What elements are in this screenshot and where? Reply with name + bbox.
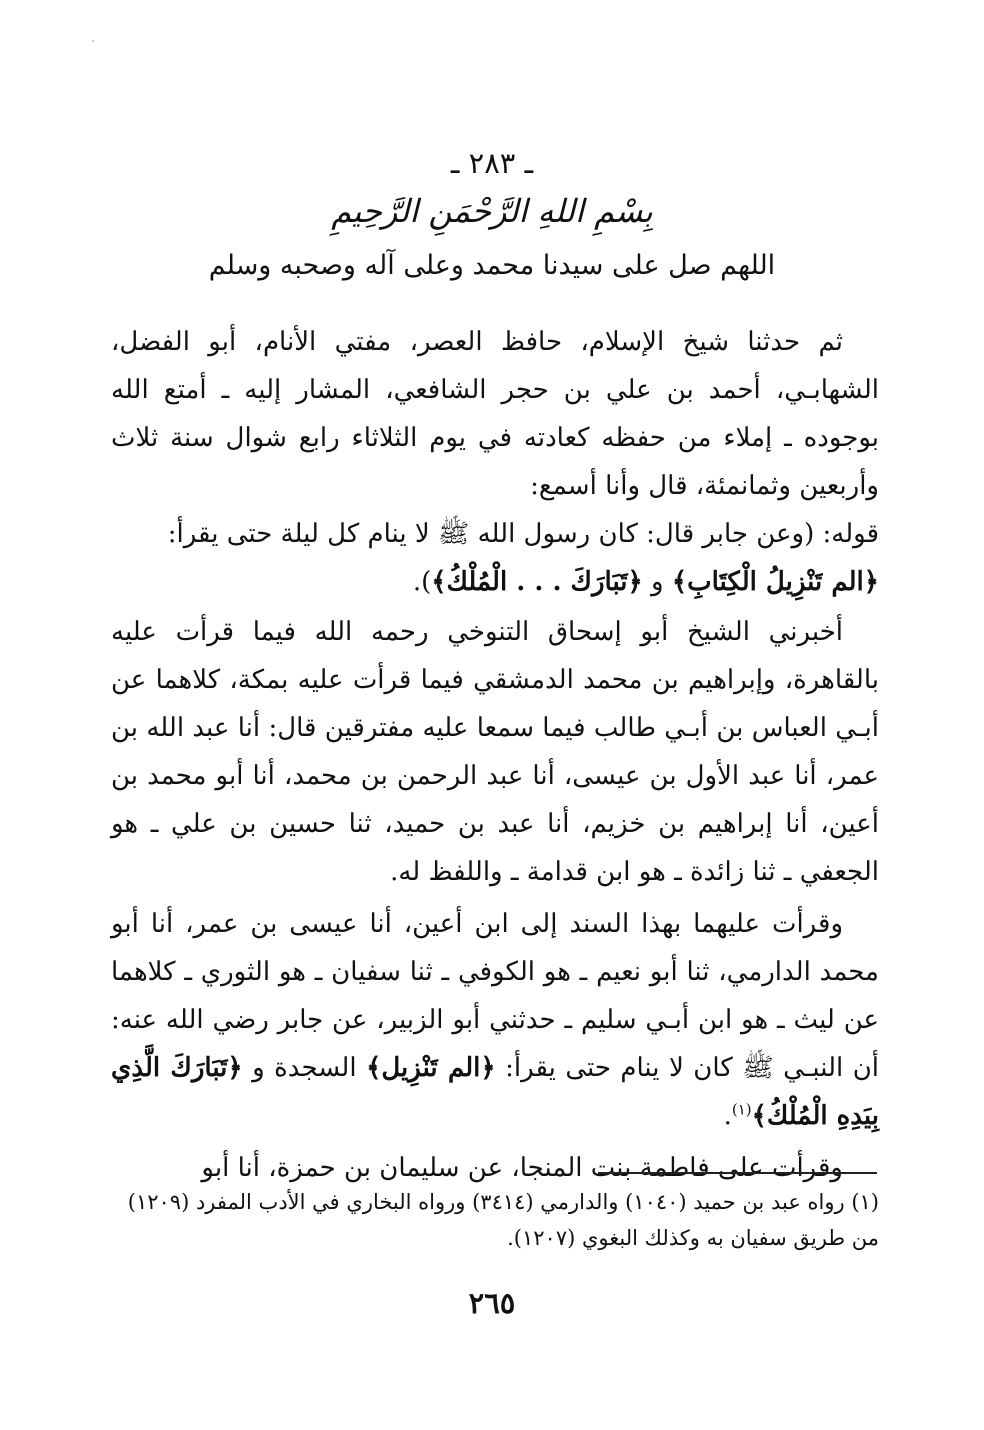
footnote: [111, 1184, 879, 1256]
conjunction-2: السجدة و: [242, 1053, 367, 1083]
hadith-close: ).: [412, 567, 432, 597]
paragraph-hadith-quote: [111, 510, 879, 606]
running-page-number: ـ ٢٨٣ ـ: [450, 146, 534, 180]
quran-quote-2: ﴿تَبَارَكَ . . . الْمُلْكُ﴾: [431, 567, 643, 597]
paragraph-isnad-2: [111, 900, 879, 1140]
footnote-marker: (١): [731, 1100, 752, 1119]
hadith-lead: قوله: (وعن جابر قال: كان رسول الله ﷺ لا ينام كل ليلة حتى يقرأ:: [167, 519, 879, 549]
isnad-2-text: وقرأت عليهما بهذا السند إلى ابن أعين، أنا عيسى بن عمر، أنا أبو محمد الدارمي، ثنا أبو نعيم ـ هو الكوفي ـ ثنا سفيان ـ هو الثوري ـ كلاهما عن ليث ـ هو ابن أبـي سليم ـ حدثني أبو الزبير، عن جابر رضي الله عنه: أن النبـي ﷺ كان لا ينام حتى يقرأ:: [111, 909, 880, 1083]
salat-line: اللهم صل على سيدنا محمد وعلى آله وصحبه وسلم: [208, 250, 776, 281]
quran-quote-4: ﴿تَبَارَكَ الَّذِي بِيَدِهِ الْمُلْكُ﴾: [111, 1053, 879, 1131]
paragraph-isnad-1: أخبرني الشيخ أبو إسحاق التنوخي رحمه الله فيما قرأت عليه بالقاهرة، وإبراهيم بن محمد الدمشقي فيما قرأت عليه بمكة، كلاهما عن أبـي العباس بن أبـي طالب فيما سمعا عليه مفترقين قال: أنا عبد الله بن عمر، أنا عبد الأول بن عيسى، أنا عبد الرحمن بن محمد، أنا أبو محمد بن أعين، أنا إبراهيم بن خزيم، أنا عبد بن حميد، ثنا حسين بن علي ـ هو الجعفي ـ ثنا زائدة ـ هو ابن قدامة ـ واللفظ له.: [111, 617, 879, 887]
paragraph-intro: ثم حدثنا شيخ الإسلام، حافظ العصر، مفتي الأنام، أبو الفضل، الشهابـي، أحمد بن علي بن حجر الشافعي، المشار إليه ـ أمتع الله بوجوده ـ إملاء من حفظه كعادته في يوم الثلاثاء رابع شوال سنة ثلاث وأربعين وثمانمئة، قال وأنا أسمع:: [111, 327, 879, 501]
isnad-2-close: .: [723, 1101, 732, 1131]
page-number: ٢٦٥: [468, 1286, 516, 1320]
footnote-separator: [598, 1172, 877, 1174]
scan-speck: [92, 40, 94, 42]
conjunction: و: [642, 567, 672, 597]
footnote-line-1: (١) رواه عبد بن حميد (١٠٤٠) والدارمي (٣٤١٤) ورواه البخاري في الأدب المفرد (١٢٠٩): [127, 1190, 879, 1214]
quran-quote-1: ﴿الم تَنْزِيلُ الْكِتَابِ﴾: [671, 567, 879, 597]
paragraph-isnad-3: وقرأت على فاطمة بنت المنجا، عن سليمان بن حمزة، أنا أبو: [201, 1153, 843, 1183]
footnote-line-2: من طريق سفيان به وكذلك البغوي (١٢٠٧).: [507, 1226, 879, 1250]
basmala-calligraphy: بِسْمِ اللهِ الرَّحْمَنِ الرَّحِيمِ: [331, 192, 653, 230]
main-text: [111, 318, 879, 1192]
quran-quote-3: ﴿الم تَنْزِيل﴾: [366, 1053, 496, 1083]
